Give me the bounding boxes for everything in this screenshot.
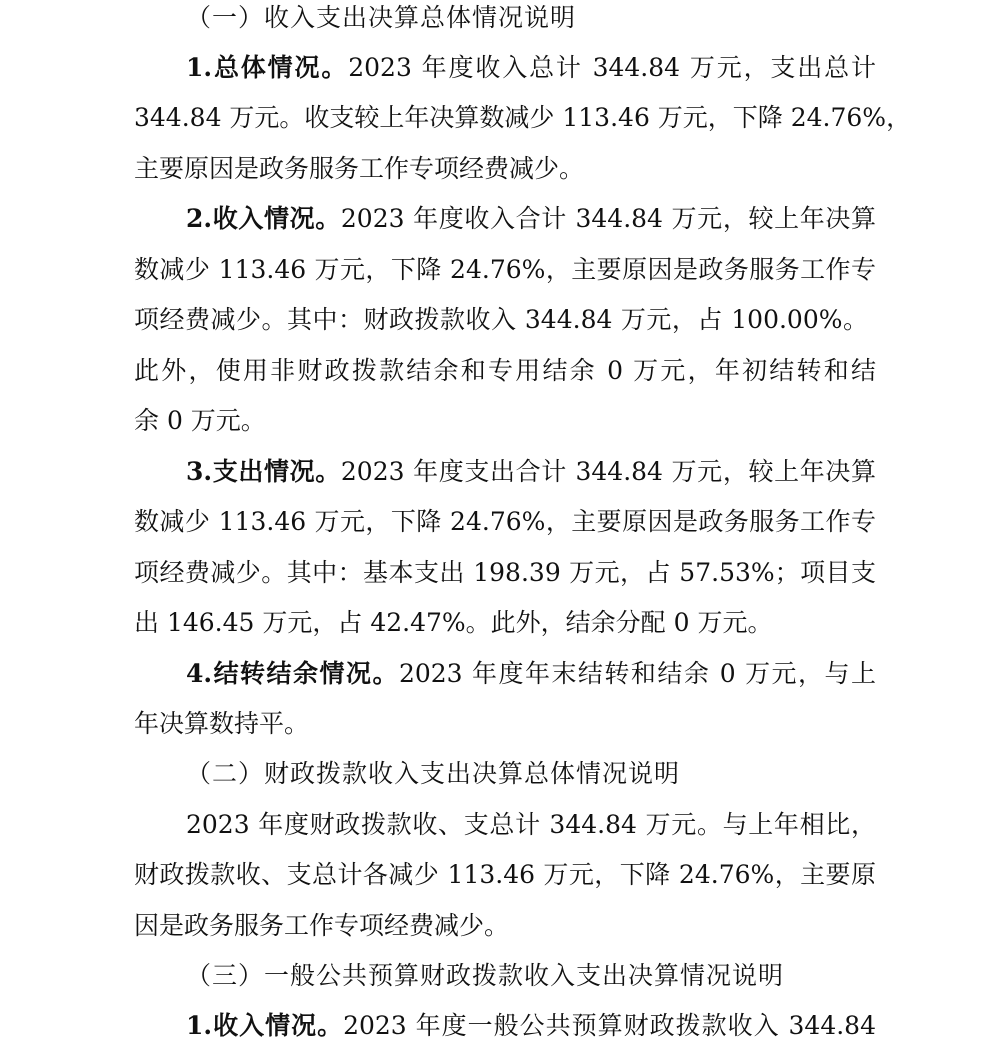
paragraph-text: 2023 年度支出合计 344.84 万元，较上年决算 xyxy=(340,457,876,486)
paragraph-lead: 3.支出情况。 xyxy=(186,457,341,486)
paragraph-line xyxy=(186,652,876,696)
paragraph-line: 数减少 113.46 万元，下降 24.76%，主要原因是政务服务工作专 xyxy=(134,255,876,284)
paragraph-line: 数减少 113.46 万元，下降 24.76%，主要原因是政务服务工作专 xyxy=(134,507,876,536)
paragraph-text: 2023 年度年末结转和结余 0 万元，与上 xyxy=(398,659,877,688)
paragraph-line: 出 146.45 万元，占 42.47%。此外，结余分配 0 万元。 xyxy=(134,608,773,637)
paragraph-line: 项经费减少。其中：财政拨款收入 344.84 万元，占 100.00%。 xyxy=(134,305,868,334)
paragraph-text: 2023 年度一般公共预算财政拨款收入 344.84 xyxy=(343,1011,876,1040)
paragraph-line: 2023 年度财政拨款收、支总计 344.84 万元。与上年相比， xyxy=(186,810,876,839)
paragraph-line: 此外，使用非财政拨款结余和专用结余 0 万元，年初结转和结 xyxy=(134,356,876,385)
section-heading-1: （一）收入支出决算总体情况说明 xyxy=(186,3,577,32)
paragraph-line: 主要原因是政务服务工作专项经费减少。 xyxy=(134,154,585,183)
paragraph-line xyxy=(186,197,876,241)
paragraph-line xyxy=(186,1004,876,1048)
paragraph-lead: 1.收入情况。 xyxy=(186,1011,344,1040)
paragraph-line xyxy=(186,46,876,90)
paragraph-line: 余 0 万元。 xyxy=(134,406,266,435)
paragraph-lead: 2.收入情况。 xyxy=(186,204,341,233)
paragraph-text: 2023 年度收入总计 344.84 万元，支出总计 xyxy=(348,53,876,82)
paragraph-line: 项经费减少。其中：基本支出 198.39 万元，占 57.53%；项目支 xyxy=(134,558,876,587)
paragraph-line: 财政拨款收、支总计各减少 113.46 万元，下降 24.76%，主要原 xyxy=(134,860,876,889)
paragraph-text: 2023 年度收入合计 344.84 万元，较上年决算 xyxy=(340,204,876,233)
paragraph-line: 年决算数持平。 xyxy=(134,709,310,738)
section-heading-3: （三）一般公共预算财政拨款收入支出决算情况说明 xyxy=(186,961,785,990)
paragraph-line: 344.84 万元。收支较上年决算数减少 113.46 万元，下降 24.76%， xyxy=(134,103,912,132)
paragraph-lead: 4.结转结余情况。 xyxy=(186,659,399,688)
paragraph-lead: 1.总体情况。 xyxy=(186,53,349,82)
paragraph-line xyxy=(186,450,876,494)
section-heading-2: （二）财政拨款收入支出决算总体情况说明 xyxy=(186,759,681,788)
paragraph-line: 因是政务服务工作专项经费减少。 xyxy=(134,911,510,940)
